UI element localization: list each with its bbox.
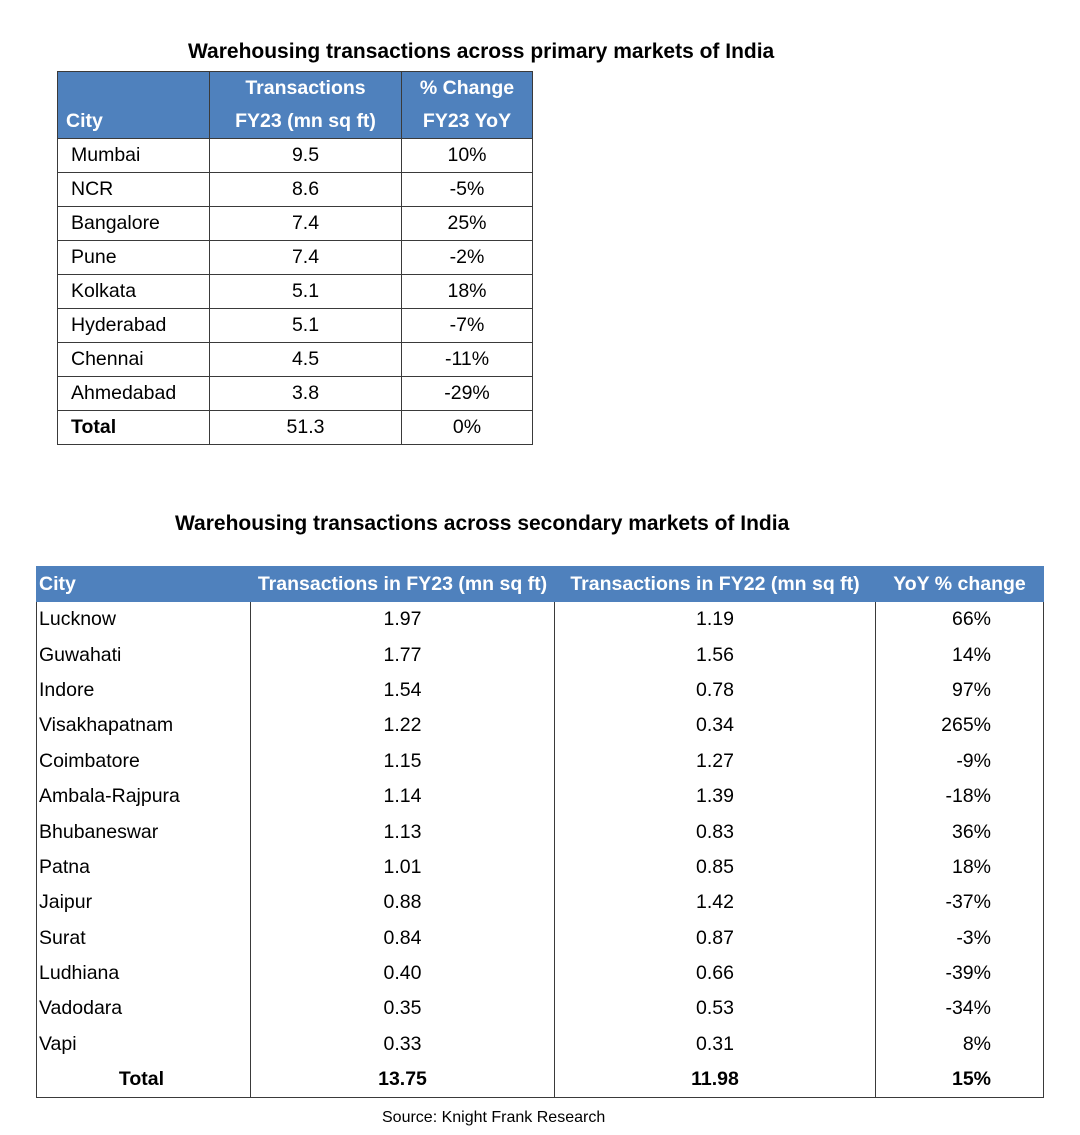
- fy23-cell: 1.77: [251, 637, 555, 672]
- city-cell: NCR: [58, 173, 210, 207]
- transactions-cell: 7.4: [210, 207, 402, 241]
- yoy-cell: 14%: [876, 637, 1044, 672]
- transactions-cell: 5.1: [210, 309, 402, 343]
- total-yoy: 15%: [876, 1062, 1044, 1098]
- yoy-cell: -3%: [876, 921, 1044, 956]
- primary-total-row: [58, 411, 533, 445]
- secondary-markets-table: [36, 566, 1044, 1098]
- transactions-cell: 9.5: [210, 139, 402, 173]
- header-transactions-line1: Transactions: [210, 72, 402, 106]
- table-row: [37, 673, 1044, 708]
- yoy-cell: 66%: [876, 602, 1044, 638]
- city-cell: Vadodara: [37, 991, 251, 1026]
- table-row: [37, 779, 1044, 814]
- secondary-table-body: [37, 602, 1044, 1098]
- table-row: [37, 921, 1044, 956]
- fy22-cell: 0.66: [555, 956, 876, 991]
- yoy-cell: 97%: [876, 673, 1044, 708]
- primary-markets-table: [57, 71, 533, 445]
- fy23-cell: 1.22: [251, 708, 555, 743]
- yoy-cell: -9%: [876, 744, 1044, 779]
- change-cell: -29%: [402, 377, 533, 411]
- table-row: [37, 744, 1044, 779]
- fy22-cell: 0.85: [555, 850, 876, 885]
- fy22-cell: 1.19: [555, 602, 876, 638]
- header-change-line1: % Change: [402, 72, 533, 106]
- change-cell: -2%: [402, 241, 533, 275]
- yoy-cell: 36%: [876, 814, 1044, 849]
- secondary-total-row: [37, 1062, 1044, 1098]
- fy22-cell: 0.53: [555, 991, 876, 1026]
- table-row: [58, 343, 533, 377]
- city-cell: Bangalore: [58, 207, 210, 241]
- primary-table-title: Warehousing transactions across primary markets of India: [188, 40, 775, 63]
- fy22-cell: 0.87: [555, 921, 876, 956]
- table-row: [58, 207, 533, 241]
- fy22-cell: 1.42: [555, 885, 876, 920]
- header-cell-empty: [58, 72, 210, 106]
- table-row: [37, 814, 1044, 849]
- header-city: City: [37, 567, 251, 602]
- table-row: [37, 1027, 1044, 1062]
- header-change-line2: FY23 YoY: [402, 105, 533, 139]
- fy23-cell: 0.88: [251, 885, 555, 920]
- header-city: City: [58, 105, 210, 139]
- city-cell: Pune: [58, 241, 210, 275]
- fy22-cell: 0.34: [555, 708, 876, 743]
- change-cell: 18%: [402, 275, 533, 309]
- fy23-cell: 1.97: [251, 602, 555, 638]
- header-yoy: YoY % change: [876, 567, 1044, 602]
- fy22-cell: 1.27: [555, 744, 876, 779]
- fy23-cell: 1.01: [251, 850, 555, 885]
- city-cell: Chennai: [58, 343, 210, 377]
- change-cell: -5%: [402, 173, 533, 207]
- transactions-cell: 4.5: [210, 343, 402, 377]
- yoy-cell: 18%: [876, 850, 1044, 885]
- transactions-cell: 5.1: [210, 275, 402, 309]
- change-cell: -7%: [402, 309, 533, 343]
- transactions-cell: 8.6: [210, 173, 402, 207]
- fy23-cell: 1.15: [251, 744, 555, 779]
- secondary-table-title: Warehousing transactions across secondary markets of India: [175, 512, 790, 535]
- change-cell: 10%: [402, 139, 533, 173]
- table-row: [37, 991, 1044, 1026]
- yoy-cell: 265%: [876, 708, 1044, 743]
- fy22-cell: 0.83: [555, 814, 876, 849]
- city-cell: Ahmedabad: [58, 377, 210, 411]
- yoy-cell: -37%: [876, 885, 1044, 920]
- city-cell: Surat: [37, 921, 251, 956]
- table-row: [58, 241, 533, 275]
- table-row: [37, 602, 1044, 638]
- fy22-cell: 0.78: [555, 673, 876, 708]
- fy23-cell: 1.14: [251, 779, 555, 814]
- fy23-cell: 0.40: [251, 956, 555, 991]
- fy23-cell: 1.54: [251, 673, 555, 708]
- fy22-cell: 0.31: [555, 1027, 876, 1062]
- yoy-cell: -39%: [876, 956, 1044, 991]
- table-row: [37, 885, 1044, 920]
- table-row: [37, 850, 1044, 885]
- transactions-cell: 7.4: [210, 241, 402, 275]
- total-label: Total: [37, 1062, 251, 1098]
- table-row: [37, 956, 1044, 991]
- yoy-cell: -18%: [876, 779, 1044, 814]
- table-row: [37, 708, 1044, 743]
- table-row: [37, 637, 1044, 672]
- fy23-cell: 1.13: [251, 814, 555, 849]
- table-row: [58, 377, 533, 411]
- table-row: [58, 309, 533, 343]
- city-cell: Ambala-Rajpura: [37, 779, 251, 814]
- fy23-cell: 0.33: [251, 1027, 555, 1062]
- city-cell: Mumbai: [58, 139, 210, 173]
- change-cell: 25%: [402, 207, 533, 241]
- table-row: [58, 139, 533, 173]
- city-cell: Ludhiana: [37, 956, 251, 991]
- yoy-cell: -34%: [876, 991, 1044, 1026]
- primary-table-body: [58, 139, 533, 445]
- fy23-cell: 0.84: [251, 921, 555, 956]
- table-row: [58, 173, 533, 207]
- header-transactions-line2: FY23 (mn sq ft): [210, 105, 402, 139]
- change-cell: -11%: [402, 343, 533, 377]
- city-cell: Coimbatore: [37, 744, 251, 779]
- city-cell: Indore: [37, 673, 251, 708]
- fy22-cell: 1.39: [555, 779, 876, 814]
- city-cell: Jaipur: [37, 885, 251, 920]
- total-transactions: 51.3: [210, 411, 402, 445]
- city-cell: Bhubaneswar: [37, 814, 251, 849]
- header-fy23: Transactions in FY23 (mn sq ft): [251, 567, 555, 602]
- transactions-cell: 3.8: [210, 377, 402, 411]
- yoy-cell: 8%: [876, 1027, 1044, 1062]
- total-fy22: 11.98: [555, 1062, 876, 1098]
- fy23-cell: 0.35: [251, 991, 555, 1026]
- fy22-cell: 1.56: [555, 637, 876, 672]
- total-change: 0%: [402, 411, 533, 445]
- source-note: Source: Knight Frank Research: [382, 1109, 606, 1126]
- city-cell: Kolkata: [58, 275, 210, 309]
- city-cell: Vapi: [37, 1027, 251, 1062]
- total-label: Total: [58, 411, 210, 445]
- header-fy22: Transactions in FY22 (mn sq ft): [555, 567, 876, 602]
- total-fy23: 13.75: [251, 1062, 555, 1098]
- city-cell: Patna: [37, 850, 251, 885]
- city-cell: Hyderabad: [58, 309, 210, 343]
- city-cell: Lucknow: [37, 602, 251, 638]
- table-row: [58, 275, 533, 309]
- city-cell: Guwahati: [37, 637, 251, 672]
- city-cell: Visakhapatnam: [37, 708, 251, 743]
